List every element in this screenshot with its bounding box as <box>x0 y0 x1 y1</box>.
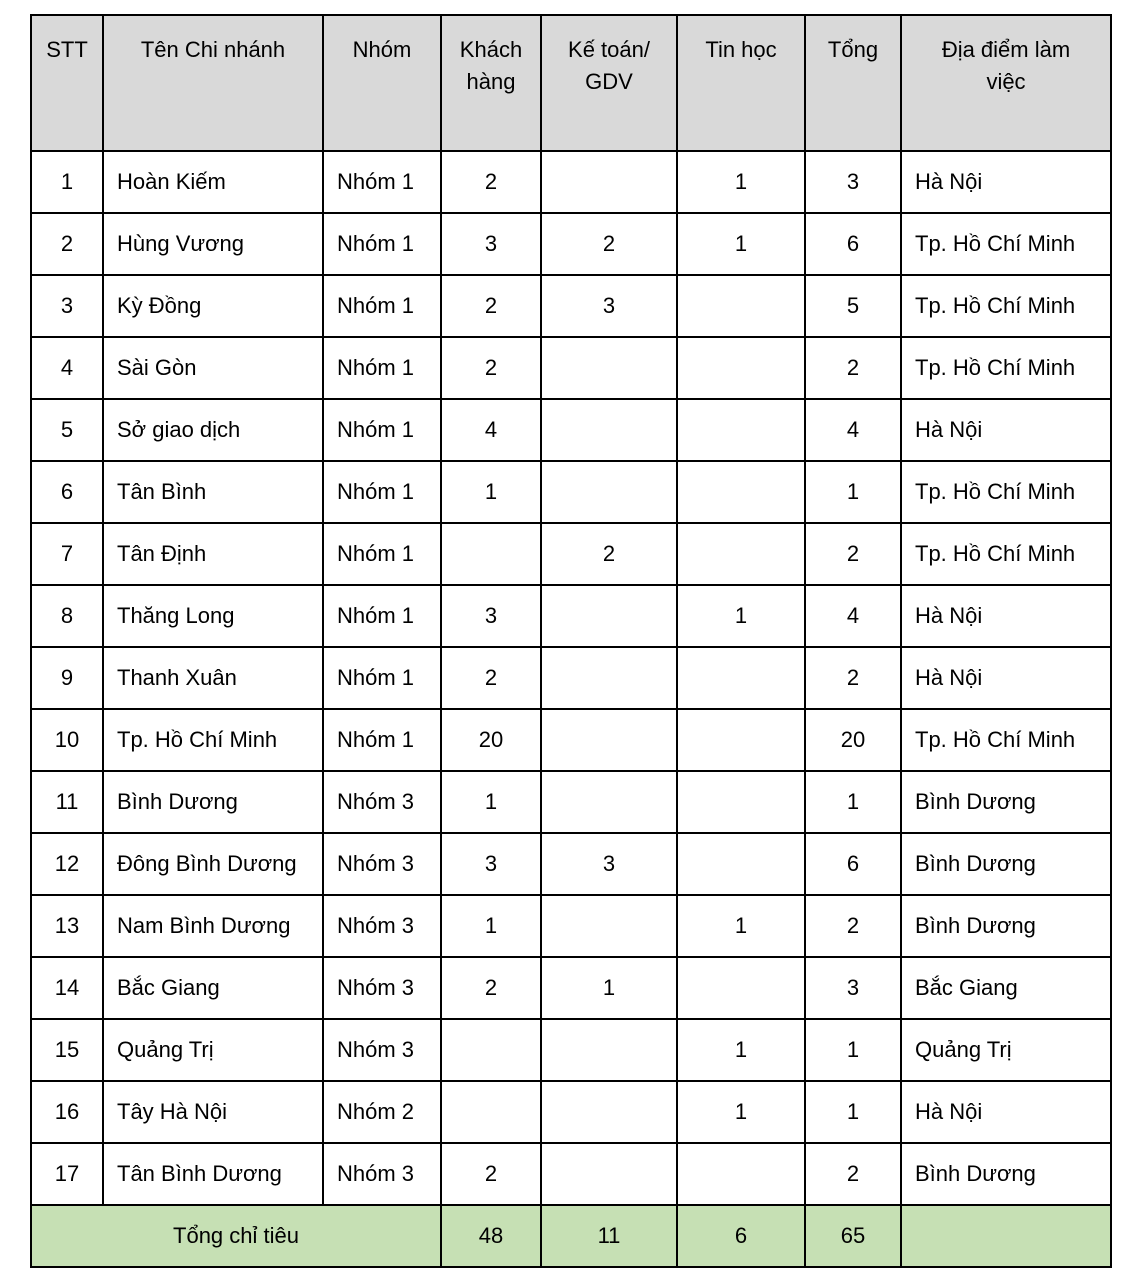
cell-stt: 2 <box>31 213 103 275</box>
cell-stt: 15 <box>31 1019 103 1081</box>
cell-work-location: Tp. Hồ Chí Minh <box>901 709 1111 771</box>
cell-stt: 7 <box>31 523 103 585</box>
cell-it <box>677 523 805 585</box>
cell-customer: 2 <box>441 151 541 213</box>
cell-group: Nhóm 1 <box>323 275 441 337</box>
table-row <box>31 647 1111 709</box>
header-stt: STT <box>31 15 103 151</box>
total-sum: 65 <box>805 1205 901 1267</box>
cell-accounting-teller <box>541 461 677 523</box>
cell-total: 1 <box>805 461 901 523</box>
cell-accounting-teller: 2 <box>541 523 677 585</box>
table-row <box>31 399 1111 461</box>
table-body <box>31 151 1111 1205</box>
cell-branch-name: Tp. Hồ Chí Minh <box>103 709 323 771</box>
cell-accounting-teller: 3 <box>541 275 677 337</box>
cell-branch-name: Thanh Xuân <box>103 647 323 709</box>
cell-group: Nhóm 1 <box>323 647 441 709</box>
cell-total: 3 <box>805 151 901 213</box>
table-footer <box>31 1205 1111 1267</box>
table-row <box>31 709 1111 771</box>
cell-work-location: Bình Dương <box>901 833 1111 895</box>
cell-customer: 2 <box>441 957 541 1019</box>
cell-customer <box>441 1019 541 1081</box>
cell-customer: 3 <box>441 213 541 275</box>
cell-branch-name: Hùng Vương <box>103 213 323 275</box>
cell-stt: 12 <box>31 833 103 895</box>
cell-it: 1 <box>677 151 805 213</box>
cell-accounting-teller: 2 <box>541 213 677 275</box>
cell-work-location: Hà Nội <box>901 585 1111 647</box>
cell-total: 6 <box>805 833 901 895</box>
cell-branch-name: Tân Bình Dương <box>103 1143 323 1205</box>
cell-accounting-teller <box>541 1143 677 1205</box>
cell-group: Nhóm 3 <box>323 771 441 833</box>
cell-accounting-teller: 1 <box>541 957 677 1019</box>
cell-it <box>677 337 805 399</box>
cell-stt: 5 <box>31 399 103 461</box>
cell-customer: 1 <box>441 895 541 957</box>
header-branch-name: Tên Chi nhánh <box>103 15 323 151</box>
cell-stt: 9 <box>31 647 103 709</box>
cell-accounting-teller <box>541 1081 677 1143</box>
cell-work-location: Tp. Hồ Chí Minh <box>901 275 1111 337</box>
cell-stt: 4 <box>31 337 103 399</box>
cell-group: Nhóm 1 <box>323 709 441 771</box>
cell-work-location: Bình Dương <box>901 771 1111 833</box>
total-location <box>901 1205 1111 1267</box>
cell-branch-name: Bắc Giang <box>103 957 323 1019</box>
cell-customer: 2 <box>441 647 541 709</box>
cell-it <box>677 399 805 461</box>
cell-total: 2 <box>805 895 901 957</box>
staffing-quota-table <box>30 14 1112 1268</box>
cell-stt: 6 <box>31 461 103 523</box>
cell-work-location: Hà Nội <box>901 647 1111 709</box>
total-label: Tổng chỉ tiêu <box>31 1205 441 1267</box>
cell-work-location: Tp. Hồ Chí Minh <box>901 337 1111 399</box>
cell-total: 4 <box>805 399 901 461</box>
cell-it: 1 <box>677 213 805 275</box>
cell-it <box>677 709 805 771</box>
table-row <box>31 833 1111 895</box>
table-row <box>31 957 1111 1019</box>
table-row <box>31 1081 1111 1143</box>
total-customer: 48 <box>441 1205 541 1267</box>
cell-it <box>677 833 805 895</box>
cell-it <box>677 275 805 337</box>
total-it: 6 <box>677 1205 805 1267</box>
table-row <box>31 213 1111 275</box>
cell-it: 1 <box>677 1019 805 1081</box>
cell-branch-name: Bình Dương <box>103 771 323 833</box>
cell-it <box>677 461 805 523</box>
cell-accounting-teller <box>541 1019 677 1081</box>
cell-stt: 17 <box>31 1143 103 1205</box>
cell-total: 5 <box>805 275 901 337</box>
cell-stt: 10 <box>31 709 103 771</box>
cell-work-location: Hà Nội <box>901 151 1111 213</box>
cell-customer: 2 <box>441 1143 541 1205</box>
cell-branch-name: Tân Bình <box>103 461 323 523</box>
header-it: Tin học <box>677 15 805 151</box>
cell-total: 2 <box>805 1143 901 1205</box>
cell-group: Nhóm 1 <box>323 399 441 461</box>
table-row <box>31 461 1111 523</box>
cell-customer: 4 <box>441 399 541 461</box>
cell-customer: 3 <box>441 833 541 895</box>
cell-total: 20 <box>805 709 901 771</box>
cell-group: Nhóm 2 <box>323 1081 441 1143</box>
cell-stt: 8 <box>31 585 103 647</box>
cell-stt: 16 <box>31 1081 103 1143</box>
table-row <box>31 275 1111 337</box>
cell-total: 4 <box>805 585 901 647</box>
cell-customer <box>441 1081 541 1143</box>
cell-branch-name: Kỳ Đồng <box>103 275 323 337</box>
cell-customer: 2 <box>441 275 541 337</box>
header-customer: Khách hàng <box>441 15 541 151</box>
cell-stt: 14 <box>31 957 103 1019</box>
header-accounting-teller: Kế toán/ GDV <box>541 15 677 151</box>
total-accounting-teller: 11 <box>541 1205 677 1267</box>
cell-work-location: Hà Nội <box>901 1081 1111 1143</box>
cell-stt: 1 <box>31 151 103 213</box>
header-work-location: Địa điểm làm việc <box>901 15 1111 151</box>
cell-total: 1 <box>805 771 901 833</box>
header-row <box>31 15 1111 151</box>
cell-group: Nhóm 3 <box>323 895 441 957</box>
cell-it <box>677 771 805 833</box>
cell-branch-name: Thăng Long <box>103 585 323 647</box>
cell-customer: 3 <box>441 585 541 647</box>
cell-branch-name: Tây Hà Nội <box>103 1081 323 1143</box>
cell-branch-name: Đông Bình Dương <box>103 833 323 895</box>
cell-accounting-teller <box>541 399 677 461</box>
cell-group: Nhóm 1 <box>323 585 441 647</box>
cell-total: 2 <box>805 647 901 709</box>
cell-group: Nhóm 3 <box>323 833 441 895</box>
cell-group: Nhóm 1 <box>323 337 441 399</box>
table-row <box>31 337 1111 399</box>
total-row <box>31 1205 1111 1267</box>
cell-branch-name: Sở giao dịch <box>103 399 323 461</box>
cell-branch-name: Hoàn Kiếm <box>103 151 323 213</box>
table-row <box>31 895 1111 957</box>
cell-branch-name: Sài Gòn <box>103 337 323 399</box>
table-row <box>31 1019 1111 1081</box>
cell-total: 1 <box>805 1081 901 1143</box>
cell-customer <box>441 523 541 585</box>
cell-stt: 13 <box>31 895 103 957</box>
cell-work-location: Bình Dương <box>901 895 1111 957</box>
cell-branch-name: Quảng Trị <box>103 1019 323 1081</box>
cell-work-location: Bình Dương <box>901 1143 1111 1205</box>
cell-total: 6 <box>805 213 901 275</box>
table-row <box>31 151 1111 213</box>
cell-group: Nhóm 1 <box>323 461 441 523</box>
cell-customer: 20 <box>441 709 541 771</box>
cell-group: Nhóm 1 <box>323 151 441 213</box>
cell-group: Nhóm 3 <box>323 957 441 1019</box>
cell-total: 1 <box>805 1019 901 1081</box>
cell-work-location: Tp. Hồ Chí Minh <box>901 213 1111 275</box>
table-row <box>31 523 1111 585</box>
cell-total: 2 <box>805 523 901 585</box>
cell-group: Nhóm 1 <box>323 213 441 275</box>
table-row <box>31 1143 1111 1205</box>
cell-accounting-teller <box>541 585 677 647</box>
header-total: Tổng <box>805 15 901 151</box>
cell-it <box>677 1143 805 1205</box>
cell-accounting-teller <box>541 337 677 399</box>
cell-work-location: Bắc Giang <box>901 957 1111 1019</box>
header-group: Nhóm <box>323 15 441 151</box>
cell-accounting-teller <box>541 895 677 957</box>
cell-work-location: Hà Nội <box>901 399 1111 461</box>
cell-it: 1 <box>677 585 805 647</box>
cell-branch-name: Nam Bình Dương <box>103 895 323 957</box>
cell-customer: 1 <box>441 771 541 833</box>
cell-work-location: Tp. Hồ Chí Minh <box>901 461 1111 523</box>
cell-work-location: Quảng Trị <box>901 1019 1111 1081</box>
cell-total: 2 <box>805 337 901 399</box>
cell-it: 1 <box>677 895 805 957</box>
cell-accounting-teller <box>541 771 677 833</box>
table-row <box>31 771 1111 833</box>
cell-group: Nhóm 3 <box>323 1143 441 1205</box>
cell-customer: 1 <box>441 461 541 523</box>
cell-group: Nhóm 1 <box>323 523 441 585</box>
table-header <box>31 15 1111 151</box>
cell-accounting-teller <box>541 709 677 771</box>
cell-it <box>677 957 805 1019</box>
cell-it <box>677 647 805 709</box>
cell-customer: 2 <box>441 337 541 399</box>
cell-total: 3 <box>805 957 901 1019</box>
cell-accounting-teller: 3 <box>541 833 677 895</box>
cell-branch-name: Tân Định <box>103 523 323 585</box>
cell-work-location: Tp. Hồ Chí Minh <box>901 523 1111 585</box>
cell-stt: 3 <box>31 275 103 337</box>
cell-stt: 11 <box>31 771 103 833</box>
cell-group: Nhóm 3 <box>323 1019 441 1081</box>
cell-accounting-teller <box>541 151 677 213</box>
cell-accounting-teller <box>541 647 677 709</box>
table-row <box>31 585 1111 647</box>
cell-it: 1 <box>677 1081 805 1143</box>
